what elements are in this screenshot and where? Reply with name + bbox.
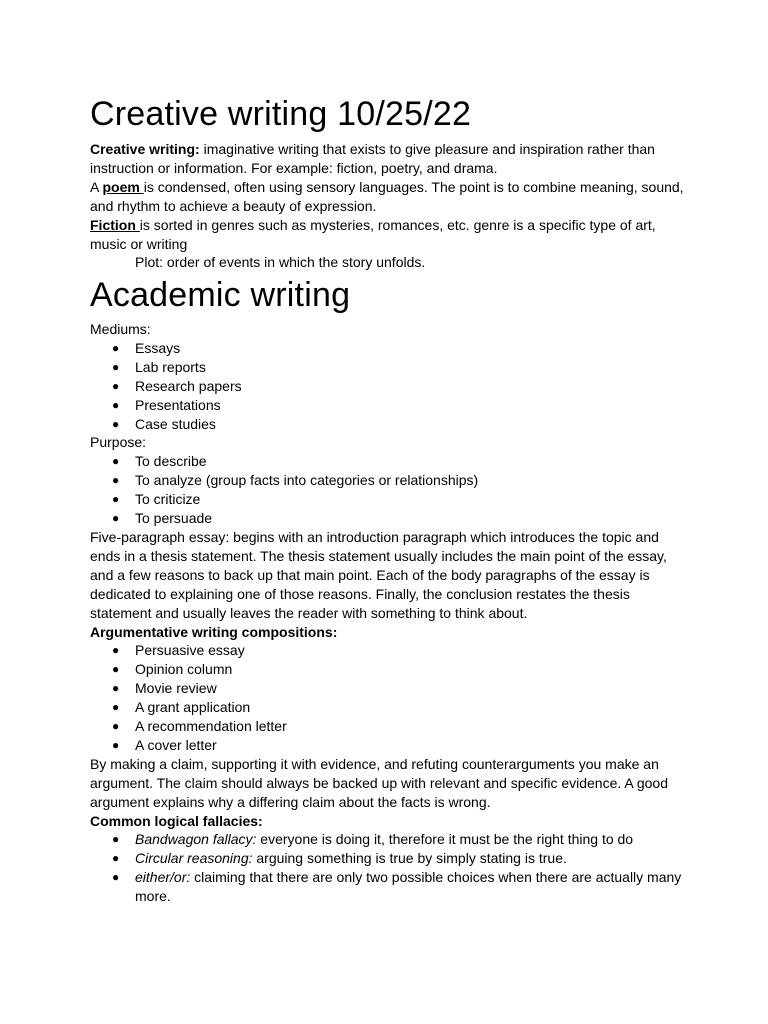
bullet-icon: ● xyxy=(112,416,120,431)
argumentative-heading: Argumentative writing compositions: xyxy=(90,623,338,640)
term-poem: poem xyxy=(102,178,144,195)
mediums-label: Mediums: xyxy=(90,321,151,337)
list-item: ● Opinion column xyxy=(112,661,233,678)
bullet-icon: ● xyxy=(112,681,120,696)
bullet-icon: ● xyxy=(112,397,120,412)
list-item: ● Bandwagon fallacy: everyone is doing it, therefore it must be the right thing to do xyxy=(112,831,634,848)
bullet-icon: ● xyxy=(112,662,120,677)
bullet-icon: ● xyxy=(112,492,120,507)
purpose-list xyxy=(90,452,690,528)
list-item: ● A recommendation letter xyxy=(112,718,287,735)
bullet-icon: ● xyxy=(112,454,120,469)
claim-paragraph: By making a claim, supporting it with evidence, and refuting counterarguments you make an argument. The claim should always be backed up with relevant and specific evidence. A good argument explains why a differing claim about the facts is wrong. xyxy=(90,755,668,810)
bullet-icon: ● xyxy=(112,700,120,715)
creative-writing-definition: Creative writing: imaginative writing that exists to give pleasure and inspiration rather than instruction or information. For example: fiction, poetry, and drama. xyxy=(90,141,655,176)
list-item: ● Essays xyxy=(112,339,181,356)
purpose-label: Purpose: xyxy=(90,434,147,451)
bullet-icon: ● xyxy=(112,511,120,526)
list-item: ● Persuasive essay xyxy=(112,642,245,659)
bullet-icon: ● xyxy=(112,378,120,393)
bullet-icon: ● xyxy=(112,851,120,866)
bullet-icon: ● xyxy=(112,359,120,374)
page-title: Creative writing 10/25/22 xyxy=(90,95,472,133)
list-item: ● Research papers xyxy=(112,377,242,394)
bullet-icon: ● xyxy=(112,473,120,488)
fallacies-list xyxy=(90,830,690,906)
argumentative-list xyxy=(90,641,690,754)
bullet-icon: ● xyxy=(112,870,120,885)
bullet-icon: ● xyxy=(112,340,120,355)
five-paragraph-essay-text: Five-paragraph essay: begins with an introduction paragraph which introduces the topic and ends in a thesis statement. The thesis statement usually includes the main point of the essay, and a few reasons to back up that main point. Each of the body paragraphs of the essay is dedicated to explaining one of those reasons. Finally, the conclusion restates the thesis statement and usually leaves the reader with something to think about. xyxy=(90,528,667,621)
term-fiction: Fiction xyxy=(90,216,140,233)
poem-definition: A poem is condensed, often using sensory languages. The point is to combine meaning, sound, and rhythm to achieve a beauty of expression. xyxy=(90,178,684,214)
academic-writing-section xyxy=(90,320,690,906)
section-heading-academic-writing: Academic writing xyxy=(90,276,351,314)
list-item: ● either/or: claiming that there are only two possible choices when there are actually many more. xyxy=(112,869,682,905)
list-item: ● Presentations xyxy=(112,396,221,413)
fallacies-heading: Common logical fallacies: xyxy=(90,812,263,829)
fiction-definition: Fiction is sorted in genres such as mysteries, romances, etc. genre is a specific type of art, music or writing xyxy=(90,216,656,252)
list-item: ● To criticize xyxy=(112,491,201,508)
list-item: ● A grant application xyxy=(112,699,251,716)
list-item: ● To describe xyxy=(112,453,207,470)
list-item: ● To analyze (group facts into categories or relationships) xyxy=(112,472,479,489)
list-item: ● Case studies xyxy=(112,415,216,432)
list-item: ● To persuade xyxy=(112,510,213,527)
creative-writing-section xyxy=(90,140,690,272)
list-item: ● A cover letter xyxy=(112,736,217,753)
term-creative-writing: Creative writing: xyxy=(90,141,200,157)
plot-definition: Plot: order of events in which the story unfolds. xyxy=(135,254,426,271)
bullet-icon: ● xyxy=(112,737,120,752)
bullet-icon: ● xyxy=(112,719,120,734)
mediums-list xyxy=(90,339,690,434)
bullet-icon: ● xyxy=(112,832,120,847)
list-item: ● Movie review xyxy=(112,680,217,697)
list-item: ● Lab reports xyxy=(112,358,206,375)
list-item: ● Circular reasoning: arguing something is true by simply stating is true. xyxy=(112,850,567,867)
bullet-icon: ● xyxy=(112,643,120,658)
